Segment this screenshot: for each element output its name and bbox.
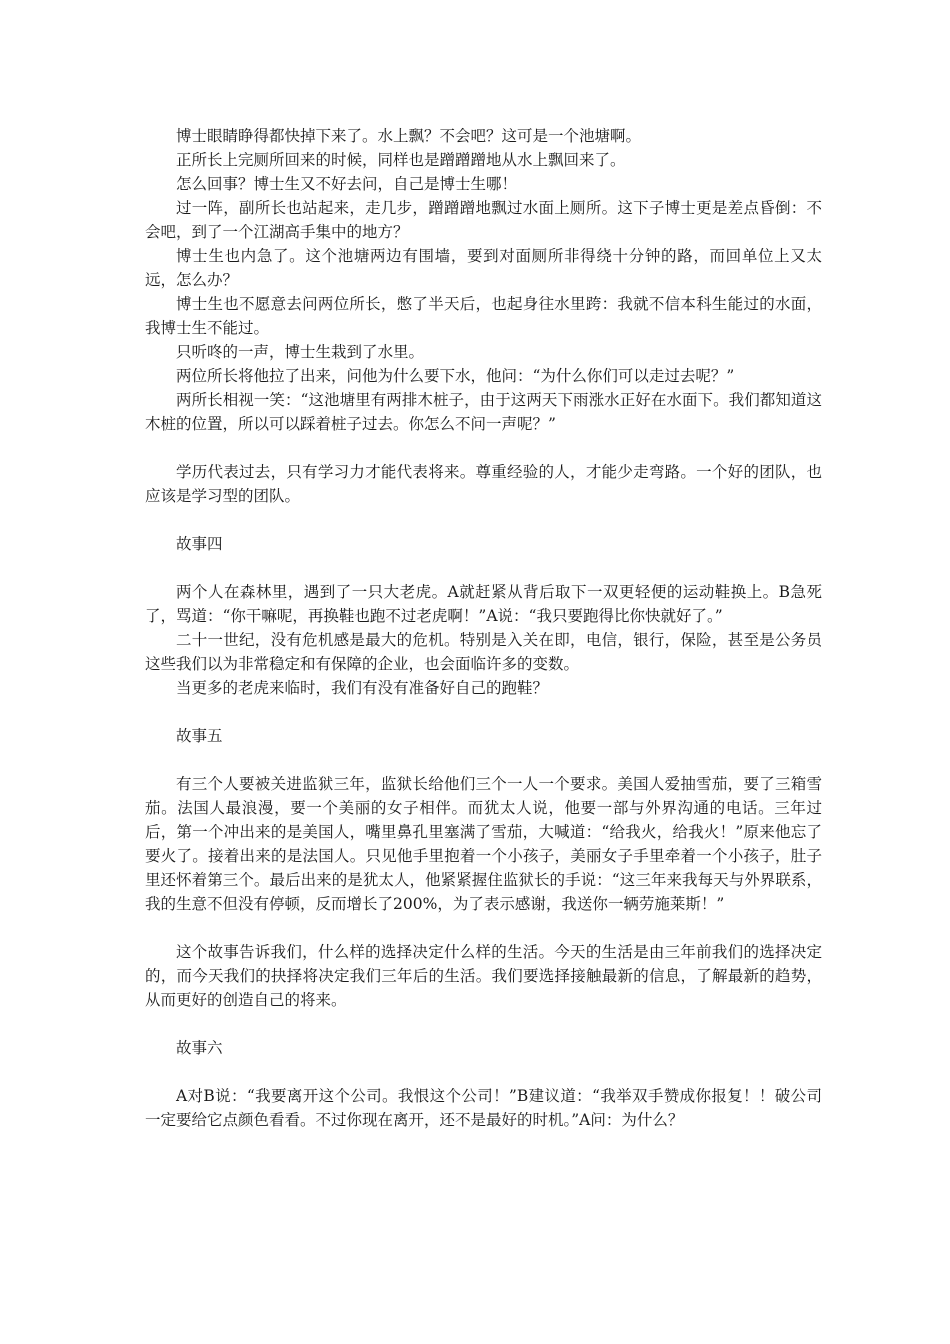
story-heading: 故事五 <box>176 727 223 745</box>
blank-line <box>145 748 822 772</box>
paragraph: 博士生也内急了。这个池塘两边有围墙，要到对面厕所非得绕十分钟的路，而回单位上又太远，怎么办？ <box>145 247 822 289</box>
paragraph: 两个人在森林里，遇到了一只大老虎。A就赶紧从背后取下一双更轻便的运动鞋换上。B急死了，骂道：“你干嘛呢，再换鞋也跑不过老虎啊！”A说：“我只要跑得比你快就好了。” <box>145 583 822 625</box>
document-page <box>145 124 822 1132</box>
story-heading: 故事四 <box>176 535 223 553</box>
blank-line <box>145 1060 822 1084</box>
paragraph: 正所长上完厕所回来的时候，同样也是蹭蹭蹭地从水上飘回来了。 <box>176 151 626 169</box>
paragraph: 只听咚的一声，博士生栽到了水里。 <box>176 343 425 361</box>
blank-line <box>145 916 822 940</box>
paragraph: 当更多的老虎来临时，我们有没有准备好自己的跑鞋？ <box>176 679 549 697</box>
blank-line <box>145 556 822 580</box>
blank-line <box>145 508 822 532</box>
blank-line <box>145 700 822 724</box>
paragraph: A对B说：“我要离开这个公司。我恨这个公司！”B建议道：“我举双手赞成你报复！！破公司一定要给它点颜色看看。不过你现在离开，还不是最好的时机。”A问：为什么？ <box>145 1087 822 1129</box>
blank-line <box>145 1012 822 1036</box>
paragraph: 博士眼睛睁得都快掉下来了。水上飘？不会吧？这可是一个池塘啊。 <box>176 127 642 145</box>
paragraph: 怎么回事？博士生又不好去问，自己是博士生哪！ <box>176 175 518 193</box>
paragraph: 有三个人要被关进监狱三年，监狱长给他们三个一人一个要求。美国人爱抽雪茄，要了三箱雪茄。法国人最浪漫，要一个美丽的女子相伴。而犹太人说，他要一部与外界沟通的电话。三年过后，第一个冲出来的是美国人，嘴里鼻孔里塞满了雪茄，大喊道：“给我火，给我火！”原来他忘了要火了。接着出来的是法国人。只见他手里抱着一个小孩子，美丽女子手里牵着一个小孩子，肚子里还怀着第三个。最后出来的是犹太人，他紧紧握住监狱长的手说：“这三年来我每天与外界联系，我的生意不但没有停顿，反而增长了200%，为了表示感谢，我送你一辆劳施莱斯！” <box>145 775 822 913</box>
blank-line <box>145 436 822 460</box>
paragraph: 学历代表过去，只有学习力才能代表将来。尊重经验的人，才能少走弯路。一个好的团队，也应该是学习型的团队。 <box>145 463 822 505</box>
paragraph: 二十一世纪，没有危机感是最大的危机。特别是入关在即，电信，银行，保险，甚至是公务员这些我们以为非常稳定和有保障的企业，也会面临许多的变数。 <box>145 631 822 673</box>
story-heading: 故事六 <box>176 1039 223 1057</box>
paragraph: 这个故事告诉我们，什么样的选择决定什么样的生活。今天的生活是由三年前我们的选择决定的，而今天我们的抉择将决定我们三年后的生活。我们要选择接触最新的信息，了解最新的趋势，从而更好的创造自己的将来。 <box>145 943 822 1009</box>
paragraph: 博士生也不愿意去问两位所长，憋了半天后，也起身往水里跨：我就不信本科生能过的水面，我博士生不能过。 <box>145 295 822 337</box>
paragraph: 过一阵，副所长也站起来，走几步，蹭蹭蹭地飘过水面上厕所。这下子博士更是差点昏倒：不会吧，到了一个江湖高手集中的地方？ <box>145 199 822 241</box>
paragraph: 两位所长将他拉了出来，问他为什么要下水，他问：“为什么你们可以走过去呢？” <box>176 367 735 385</box>
paragraph: 两所长相视一笑：“这池塘里有两排木桩子，由于这两天下雨涨水正好在水面下。我们都知道这木桩的位置，所以可以踩着桩子过去。你怎么不问一声呢？” <box>145 391 822 433</box>
